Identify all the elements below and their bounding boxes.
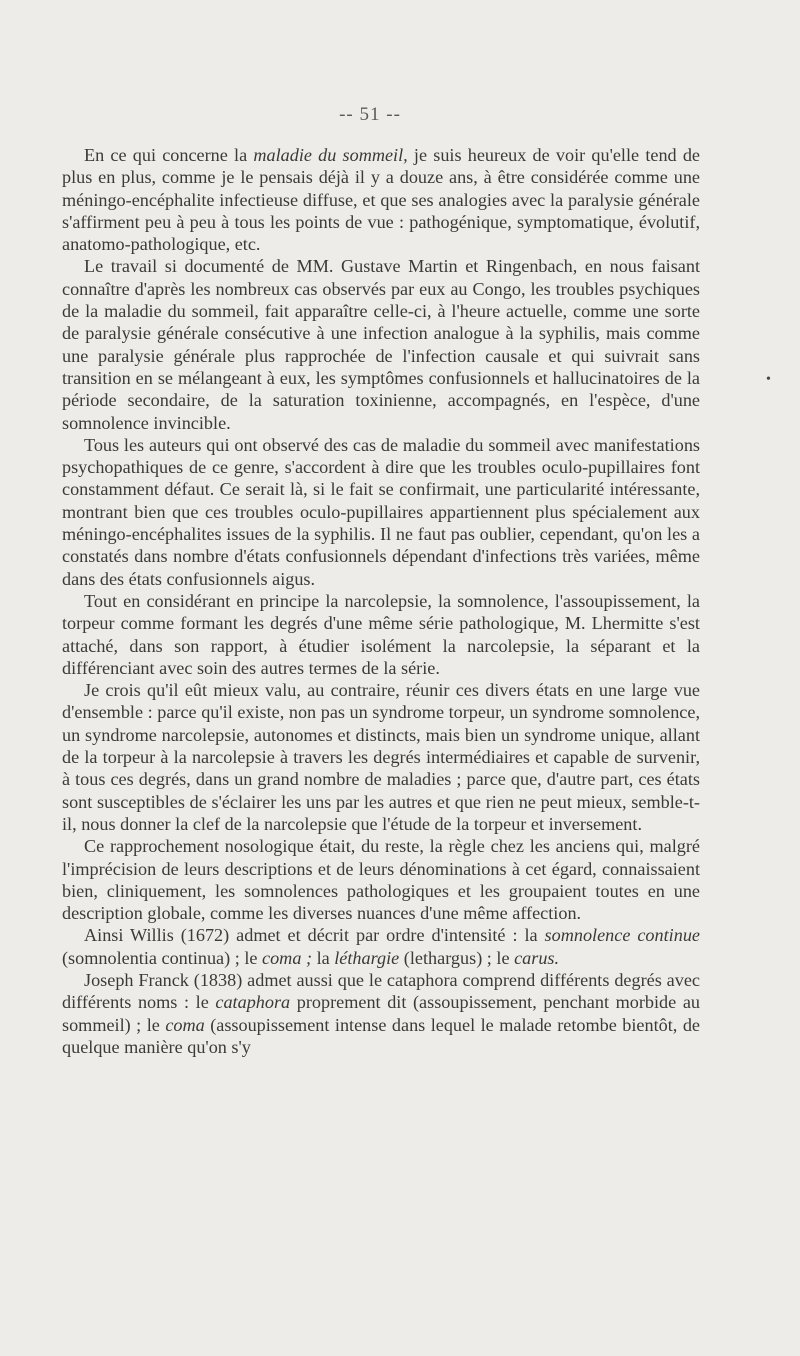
text-run: (somnolentia continua) ; le bbox=[62, 947, 263, 968]
italic-text: coma ; bbox=[262, 947, 313, 968]
text-run: Le travail si documenté de MM. Gustave Martin et Ringenbach, en nous faisant connaître d'après les nombreux cas observés par eux au Congo, les troubles psychiques de la maladie du sommeil, fait apparaître celle-ci, à l'heure actuelle, comme une sorte de paralysie générale consécutive à une infection analogue à la syphilis, mais comme une paralysie générale plus rapprochée de l'infection causale et qui suivrait sans transition en se mélangeant à eux, les symptômes confusionnels et hallucinatoires de la période secondaire, de la saturation toxinienne, accompagnés, en l'espèce, d'une somnolence invincible. bbox=[62, 256, 700, 433]
text-run: (assoupissement intense dans lequel le malade retombe bientôt, de quelque manière qu'on s'y bbox=[62, 1014, 700, 1057]
body-text bbox=[62, 144, 700, 1058]
text-run: proprement dit (assoupissement, penchant morbide au sommeil) ; le bbox=[62, 992, 700, 1035]
text-run: Joseph Franck (1838) admet aussi que le cataphora comprend différents degrés avec différents noms : le bbox=[62, 969, 700, 1013]
text-run: je suis heureux de voir qu'elle tend de plus en plus, comme je le pensais déjà il y a douze ans, à être considérée comme une méningo-encéphalite infectieuse diffuse, et que ses analogies avec la paralysie générale s'affirment peu à peu à tous les points de vue : pathogénique, symptomatique, évolutif, anatomo-pathologique, etc. bbox=[62, 145, 700, 255]
paragraph bbox=[62, 255, 700, 433]
paragraph bbox=[62, 924, 700, 969]
italic-text: carus. bbox=[514, 947, 560, 968]
paragraph bbox=[62, 434, 700, 590]
text-run: Ce rapprochement nosologique était, du reste, la règle chez les anciens qui, malgré l'imprécision de leurs descriptions et de leurs dénominations à cet égard, connaissaient bien, cliniquement, les somnolences pathologiques et les groupaient toutes en une description globale, comme les diverses nuances d'une même affection. bbox=[62, 836, 700, 924]
text-run: la bbox=[312, 947, 335, 968]
text-run: Je crois qu'il eût mieux valu, au contraire, réunir ces divers états en une large vue d'ensemble : parce qu'il existe, non pas un syndrome torpeur, un syndrome somnolence, un syndrome narcolepsie, autonomes et distincts, mais bien un syndrome unique, allant de la torpeur à la narcolepsie à travers les degrés intermédiaires et capable de survenir, à tous ces degrés, dans un grand nombre de maladies ; parce que, d'autre part, ces états sont susceptibles de s'éclairer les uns par les autres et que rien ne peut mieux, semble-t-il, nous donner la clef de la narcolepsie que l'étude de la torpeur et inversement. bbox=[62, 680, 700, 834]
paragraph bbox=[62, 679, 700, 835]
paragraph bbox=[62, 835, 700, 924]
text-run: En ce qui concerne la bbox=[84, 145, 254, 165]
italic-text: léthargie bbox=[334, 947, 400, 968]
text-run: Tout en considérant en principe la narcolepsie, la somnolence, l'assoupissement, la torpeur comme formant les degrés d'une même série pathologique, M. Lhermitte s'est attaché, dans son rapport, à étudier isolément la narcolepsie, la séparant et la différenciant avec soin des autres termes de la série. bbox=[62, 590, 700, 678]
text-run: Tous les auteurs qui ont observé des cas de maladie du sommeil avec manifestations psychopathiques de ce genre, s'accordent à dire que les troubles oculo-pupillaires font constamment défaut. Ce serait là, si le fait se confirmait, une particularité intéressante, montrant bien que ces troubles oculo-pupillaires appartiennent plus spécialement aux méningo-encéphalites issues de la syphilis. Il ne faut pas oublier, cependant, qu'on les a constatés dans nombre d'états confusionnels dépendant d'infections très variées, même dans des états confusionnels aigus. bbox=[62, 434, 700, 589]
paragraph bbox=[62, 144, 700, 255]
margin-dot: • bbox=[766, 372, 771, 387]
text-run: (lethargus) ; le bbox=[399, 947, 515, 968]
paragraph bbox=[62, 590, 700, 679]
text-run: Ainsi Willis (1672) admet et décrit par ordre d'intensité : la bbox=[84, 925, 545, 946]
italic-text: maladie du sommeil, bbox=[253, 145, 408, 165]
paragraph bbox=[62, 969, 700, 1058]
italic-text: cataphora bbox=[215, 992, 291, 1013]
italic-text: somnolence continue bbox=[544, 925, 700, 946]
page-number: -- 51 -- bbox=[339, 104, 401, 125]
italic-text: coma bbox=[165, 1014, 205, 1035]
